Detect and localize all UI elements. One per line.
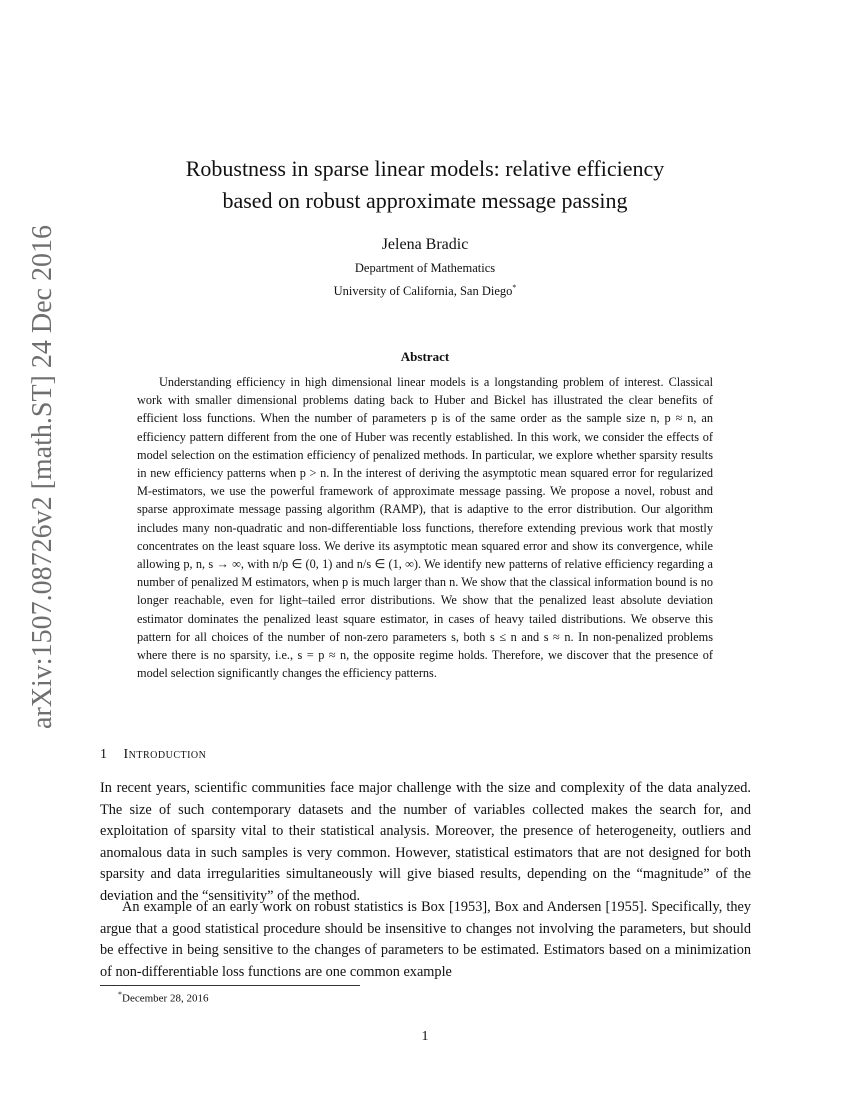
title-line-1: Robustness in sparse linear models: relative efficiency (185, 156, 665, 181)
affiliation-university (100, 283, 750, 299)
abstract-text: Understanding efficiency in high dimensional linear models is a longstanding problem of interest. Classical work with smaller dimensional problems dating back to Huber and Bickel has illustrated the clear benefits of efficient loss functions. When the number of parameters p is of the same order as the sample size n, p ≈ n, an efficiency pattern different from the one of Huber was recently established. In this work, we consider the effects of model selection on the estimation efficiency of penalized methods. In particular, we explore whether sparsity results in new efficiency patterns when p > n. In the interest of deriving the asymptotic mean squared error for regularized M-estimators, we use the powerful framework of approximate message passing. We propose a novel, robust and sparse approximate message passing algorithm (RAMP), that is adaptive to the error distribution. Our algorithm includes many non-quadratic and non-differentiable loss functions, therefore extending previous work that mostly concentrates on the least square loss. We derive its asymptotic mean squared error and show its convergence, while allowing p, n, s → ∞, with n/p ∈ (0, 1) and n/s ∈ (1, ∞). We identify new patterns of relative efficiency regarding a number of penalized M estimators, when p is much larger than n. We show that the classical information bound is no longer reachable, even for light–tailed error distributions. We show that the penalized least absolute deviation estimator dominates the penalized least square estimator, in cases of heavy tailed distributions. We observe this pattern for all choices of the number of non-zero parameters s, both s ≤ n and s ≈ n. In non-penalized problems where there is no sparsity, i.e., s = p ≈ n, the opposite regime holds. Therefore, we discover that the presence of model selection significantly changes the efficiency patterns. (137, 375, 713, 681)
abstract-heading: Abstract (400, 349, 450, 364)
author-name: Jelena Bradic (381, 236, 469, 253)
arxiv-identifier: arXiv:1507.08726v2 [math.ST] 24 Dec 2016 (27, 225, 58, 729)
footnote-rule (100, 985, 360, 986)
intro-paragraph-2: An example of an early work on robust statistics is Box [1953], Box and Andersen [1955]. Specifically, they argue that a good statistical procedure should be insensitive to changes not involving the parameters, but should be effective in being sensitive to the changes of parameters to be estimated. Estimators based on a minimization of non-differentiable loss functions are one common example (100, 899, 751, 980)
section-number: 1 (100, 747, 108, 762)
affiliation-footnote-mark: * (512, 283, 517, 292)
paper-title (100, 153, 750, 217)
affiliation-university-text: University of California, San Diego (333, 284, 513, 299)
affiliation-department: Department of Mathematics (354, 261, 496, 275)
footnote-mark: * (118, 990, 122, 999)
footnote-text: December 28, 2016 (122, 992, 209, 1005)
page-number: 1 (421, 1029, 429, 1044)
intro-paragraph-1: In recent years, scientific communities face major challenge with the size and complexity of the data analyzed. The size of such contemporary datasets and the number of variables collected makes the search for, and exploitation of sparsity vital to their statistical analysis. Moreover, the presence of heterogeneity, outliers and anomalous data in such samples is very common. However, statistical estimators that are not designed for both sparsity and data irregularities simultaneously will give biased results, depending on the “magnitude” of the deviation and the “sensitivity” of the method. (100, 780, 751, 904)
title-line-2: based on robust approximate message passing (222, 188, 628, 213)
section-title: Introduction (123, 747, 207, 762)
section-heading (100, 747, 206, 763)
footnote (118, 990, 208, 1005)
